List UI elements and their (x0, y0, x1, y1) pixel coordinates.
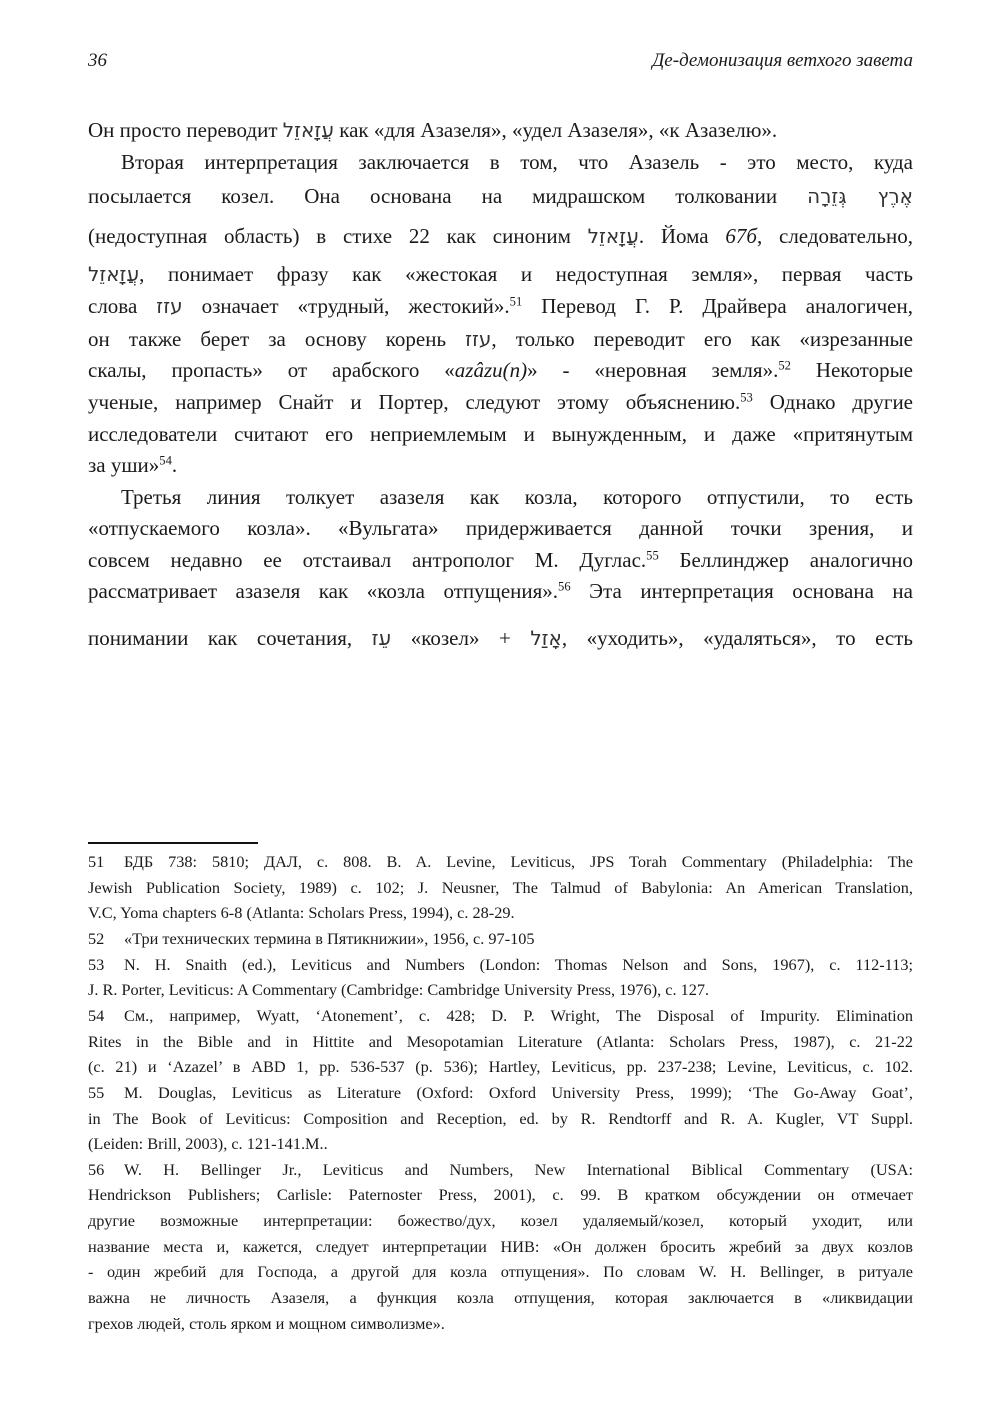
paragraph-line (88, 221, 913, 251)
text-run: Беллинджер аналогично (658, 548, 913, 572)
text-run: V.C, Yoma chapters 6-8 (Atlanta: Scholars Press, 1994), c. 28-29. (88, 903, 515, 923)
text-run: , понимает фразу как «жестокая и недоступная земля», первая часть (139, 262, 913, 286)
footnote-number: 52 (88, 928, 105, 948)
hebrew-word: עזז (465, 327, 492, 351)
paragraph-line (88, 482, 913, 512)
text-run: «Три технических термина в Пятикнижии», 1956, с. 97-105 (124, 928, 535, 948)
footnote-line (88, 928, 913, 950)
footnote-line (88, 902, 913, 924)
italic-text: 67б (725, 224, 757, 248)
footnote-ref: 51 (509, 294, 523, 309)
footnote-line (88, 1236, 913, 1258)
footnote-line (88, 1159, 913, 1181)
hebrew-word: עֲזָאזֵל (587, 224, 639, 248)
footnote-line (88, 979, 913, 1001)
footnote-line (88, 1056, 913, 1078)
text-run: Он просто переводит (88, 118, 283, 142)
paragraph-line (88, 291, 913, 321)
text-run: исследователи считают его неприемлемым и вынужденным, и даже «притянутым (88, 422, 913, 446)
footnote-ref: 52 (778, 358, 791, 373)
text-run: in The Book of Leviticus: Composition and Reception, ed. by R. Rendtorff and R. A. Kugler, VT Suppl. (88, 1108, 913, 1128)
paragraph-line (88, 387, 913, 417)
hebrew-word: עֲזָאזֵל (282, 118, 334, 142)
paragraph-line (88, 259, 913, 289)
text-run: название места и, кажется, следует интерпретации НИВ: «Он должен бросить жребий за двух козлов (88, 1236, 913, 1256)
text-run: - один жребий для Господа, а другой для козла отпущения». По словам W. H. Bellinger, в ритуале (88, 1262, 913, 1282)
text-run: Hendrickson Publishers; Carlisle: Paternoster Press, 2001), c. 99. В кратком обсуждении он отмечает (88, 1185, 913, 1205)
text-run: грехов людей, столь ярком и мощном символизме». (88, 1313, 445, 1333)
text-run: Rites in the Bible and in Hittite and Mesopotamian Literature (Atlanta: Scholars Press, 1987), c. 21-22 (88, 1031, 913, 1051)
footnote-line (88, 1133, 913, 1155)
paragraph-line (88, 147, 913, 177)
hebrew-word: אֶרֶץ גְּזֵרָה (807, 184, 913, 208)
paragraph-line (88, 576, 913, 606)
footnote-number: 54 (88, 1005, 105, 1025)
footnote-line (88, 1210, 913, 1232)
text-run: Некоторые (790, 358, 913, 382)
text-run: как «для Азазеля», «удел Азазеля», «к Азазелю». (333, 118, 778, 142)
text-run: понимании как сочетания, (88, 626, 372, 650)
footnote-line (88, 1184, 913, 1206)
footnote-line (88, 1261, 913, 1283)
footnote-line (88, 1031, 913, 1053)
paragraph-line (88, 419, 913, 449)
paragraph-line (88, 115, 913, 145)
paragraph-line (88, 355, 913, 385)
footnote-line (88, 851, 913, 873)
text-run: посылается козел. Она основана на мидрашском толковании (88, 184, 808, 208)
text-run: , следовательно, (756, 224, 913, 248)
text-run: «отпускаемого козла». «Вульгата» придерживается данной точки зрения, и (88, 516, 913, 540)
text-run: он также берет за основу корень (88, 327, 466, 351)
footnote-line (88, 954, 913, 976)
running-title: Де-демонизация ветхого завета (652, 50, 913, 71)
text-run: N. H. Snaith (ed.), Leviticus and Numbers (London: Thomas Nelson and Sons, 1967), c. 112-113; (124, 954, 913, 974)
text-run: Однако другие (752, 390, 913, 414)
text-run: См., например, Wyatt, ‘Atonement’, с. 428; D. P. Wright, The Disposal of Impurity. Elimination (124, 1005, 913, 1025)
footnote-number: 53 (88, 954, 105, 974)
footnote-line (88, 1005, 913, 1027)
text-run: Эта интерпретация основана на (570, 579, 913, 603)
footnote-line (88, 1082, 913, 1104)
text-run: важна не личность Азазеля, а функция козла отпущения, которая заключается в «ликвидации (88, 1288, 913, 1308)
text-run: Третья линия толкует азазеля как козла, которого отпустили, то есть (121, 485, 913, 509)
paragraph-line (88, 545, 913, 575)
hebrew-word: אָזַל (530, 626, 562, 650)
footnote-ref: 53 (740, 390, 753, 405)
text-run: (недоступная область) в стихе 22 как синоним (88, 224, 588, 248)
footnote-number: 56 (88, 1159, 105, 1179)
text-run: «козел» + (391, 626, 531, 650)
text-run: слова (88, 294, 157, 318)
text-run: , «уходить», «удаляться», то есть (561, 626, 914, 650)
footnote-line (88, 877, 913, 899)
paragraph-line (88, 450, 913, 480)
footnote-ref: 54 (159, 453, 172, 468)
text-run: , только переводит его как «изрезанные (491, 327, 913, 351)
footnote-line (88, 1313, 913, 1335)
paragraph-line (88, 623, 913, 653)
footnote-separator (88, 842, 258, 844)
page-number: 36 (88, 50, 107, 71)
text-run: совсем недавно ее отстаивал антрополог М. Дуглас. (88, 548, 647, 572)
text-run: означает «трудный, жестокий». (182, 294, 510, 318)
text-run: W. H. Bellinger Jr., Leviticus and Numbers, New International Biblical Commentary (USA: (124, 1159, 913, 1179)
text-run: J. R. Porter, Leviticus: A Commentary (Cambridge: Cambridge University Press, 1976), c. 127. (88, 980, 710, 1000)
text-run: (Leiden: Brill, 2003), c. 121-141.M.. (88, 1134, 328, 1154)
paragraph-line (88, 513, 913, 543)
text-run: (c. 21) и ‘Azazel’ в ABD 1, pp. 536-537 (p. 536); Hartley, Leviticus, pp. 237-238; Levine, Leviticus, c. 102. (88, 1057, 913, 1077)
footnote-ref: 55 (646, 548, 659, 563)
footnote-number: 55 (88, 1082, 105, 1102)
footnote-line (88, 1108, 913, 1130)
text-run: . Йома (638, 224, 726, 248)
paragraph-line (88, 324, 913, 354)
text-run: другие возможные интерпретации: божество/дух, козел удаляемый/козел, который уходит, или (88, 1211, 913, 1231)
text-run: БДБ 738: 5810; ДАЛ, с. 808. B. A. Levine, Leviticus, JPS Torah Commentary (Philadelphia: The (124, 852, 913, 871)
paragraph-line (88, 181, 913, 211)
hebrew-word: עֲזָאזֵל (88, 262, 140, 286)
italic-text: azâzu(n) (454, 358, 528, 382)
footnote-ref: 56 (558, 579, 571, 594)
footnote-line (88, 1287, 913, 1309)
text-run: Вторая интерпретация заключается в том, что Азазель - это место, куда (121, 150, 913, 174)
text-run: Перевод Г. Р. Драйвера аналогичен, (522, 294, 913, 318)
footnote-number: 51 (88, 852, 105, 871)
text-run: ученые, например Снайт и Портер, следуют этому объяснению. (88, 390, 741, 414)
text-run: скалы, пропасть» от арабского « (88, 358, 455, 382)
text-run: за уши» (88, 453, 160, 477)
hebrew-word: עֵז (371, 626, 392, 650)
text-run: рассматривает азазеля как «козла отпущения». (88, 579, 559, 603)
text-run: M. Douglas, Leviticus as Literature (Oxford: Oxford University Press, 1999); ‘The Go-Away Goat’, (124, 1082, 913, 1102)
text-run: . (171, 453, 178, 477)
text-run: » - «неровная земля». (527, 358, 779, 382)
hebrew-word: עזז (156, 294, 183, 318)
text-run: Jewish Publication Society, 1989) c. 102; J. Neusner, The Talmud of Babylonia: An American Translation, (88, 877, 913, 897)
